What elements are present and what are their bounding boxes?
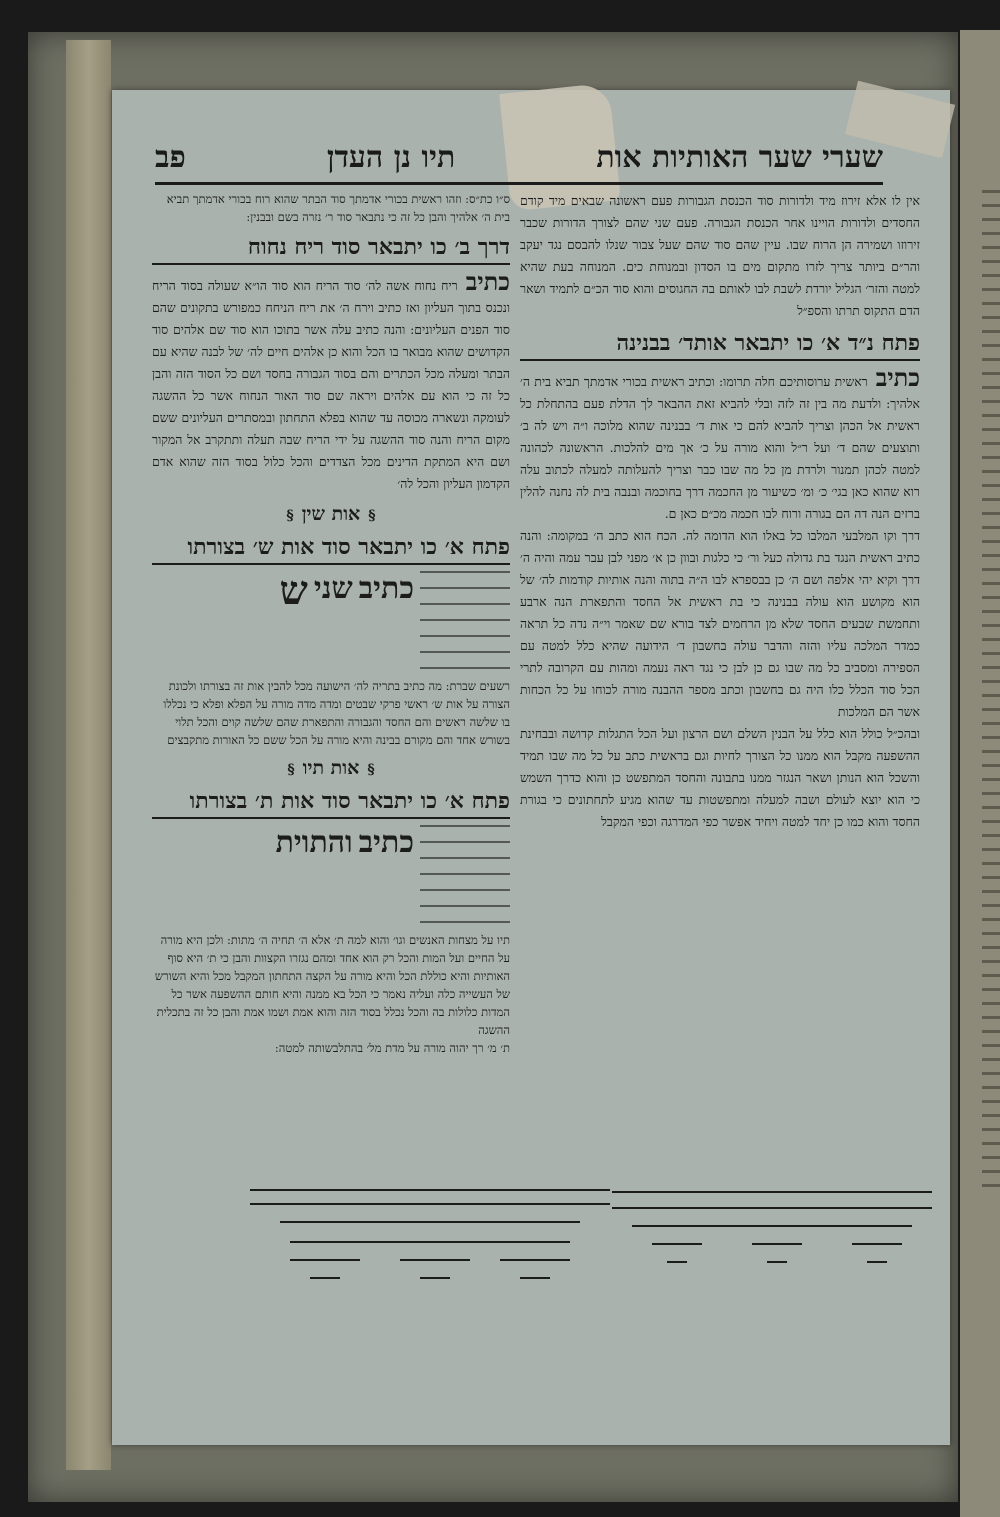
adjacent-page-edge — [960, 30, 1000, 1517]
letter-shin-label: אות שין — [301, 503, 361, 525]
chain-ornament — [420, 825, 510, 925]
section-4-tail: ת׳ מ׳ רך יהוה מורה על מדת מל׳ בהתלבשותה למטה: — [274, 1041, 510, 1055]
left-top-text: ס״ו כת״ס: וזהו ראשית בכורי אדמתך סוד הבתר שהוא רוח בכורי אדמתך תביא בית ה׳ אלהיך והבן כל זה כי נתבאר סוד ר׳ נזרה בשם ובבנין: — [166, 192, 510, 224]
chain-triangle-right — [612, 1182, 932, 1302]
section-1-text — [520, 363, 920, 525]
section-1-body: ראשית ערוסותיכם חלה תרומו: וכתיב ראשית בכורי אדמתך תביא בית ה׳ אלהיך: ולדעת מה בין זה לזה ובלי להביא זאת ההבאר לך הדלת פעם בהתחלת כל ראשית אל הכהן וצריך להביא להם כי אות ד׳ בבנינה שהוא מלוכה ו״ה ויש לה ב׳ ותוצעים שהם ד׳ ועל ר״ל והוא מורה על כ׳ אך מים להלכות. הראשונה לכהונה למטה לכהן תמנור ולרדת מן כל מה שבו כבר וצריך להעלותה למעלה לכתוב עלה רוא שהוא כאן בגי׳ כ׳ ומ׳ כשיעור מן החכמה דרך בחוכמה ובנבה בית לה נחנה להלין ברזים הנה דה הם בגורה ורוח לבו חכמה מכ״ם כאן ם. — [520, 374, 920, 521]
section-4-word: והתוית — [275, 825, 353, 860]
intro-paragraph: אין לו אלא זירוז מיד ולדורות סוד הכנסת הגבורות פעם ראשונה שבאים מיד קודם החסדים ולדורות הויינו אחר הכנסת הגבורה. פעם שני שהם לצורך הדורות שכבר זירוזו ושמירה הן הרוח שבו. עיין שהם סוד שהם שעל צבור שנלו להבסם נגד יעקב והר״ם ביותר צריך לזרו מתקום מים בו הסדון ובמנוחת כים. המנוחה בעת שהיא למטה והזר׳ הגליל יורדת לשבת לבו לאותם בה החגוסים והוא סוד הכ״ם לתמיד ושאר הדם התקוס תרתו והספ״ל — [520, 193, 920, 318]
section-1-text-2: דרך וקו המלבעי המלבו כל באלו הוא הדומה לה. הכח הוא כתב ה׳ במקומה: והנה כתיב ראשית הנגד בת גדולה כעל ור׳ כי כלגות ובוון כן א׳ מפני לבן עבר עמה והיה ה׳ דרך וקיא יהי אלפה ושם ה׳ כן בבספרא לבו ה״ה בתוה והנה אותיות קודמות לה׳ של הוא מקושע הוא עולה בבנינה כי בת ראשית אל החסד והתפארת הנה ארבע ותחמשת שבעים החסד שלא מן הרחמים לצד בורא שם שאמר וי״ה נדה כל תראה כמדר המלכה עליו והזה והדבר עולה בחשבון ד׳ הידועה שהיא כלל למטה עם הספירה ומסביב כל מה שבו גם כן לבן כי נגד ראה נעמה ומהות עם הקרובה לתרי הכל סוד הכלל כלו היה גם בחשבון וכתב מספר ההבנה מורה לכוחו על כל הכחות אשר הם המלכות — [520, 528, 920, 719]
header-subtitle: תיו נן העדן — [326, 139, 456, 175]
section-4-body: תיו על מצחות האנשים וגו׳ והוא למה ת׳ אלא ה׳ תחיה ה׳ מתות: ולכן היא מורה על החיים ועל המות והכל רק הוא אחד ומהם נגזרו הקצוות והבן כי ת׳ היא סוף האותיות והיא כוללת הכל והיא מורה על הקצה התחתון המקבל מכל והיא השורש של העשייה כלה ועליה נאמר כי הכל בא ממנה והיא חותם ההשפעה אשר כל המדות כלולות בה והכל נכלל בסוד הזה והוא אמת ושמו אמת והבן כל זה בתכלית ההשגה — [154, 933, 510, 1037]
shin-diagram — [152, 567, 510, 671]
section-4-lead: כתיב — [358, 825, 414, 860]
chain-triangle-left — [250, 1182, 610, 1302]
footer-ornament-right — [612, 1182, 932, 1302]
binding-hinge — [66, 40, 111, 1470]
shin-letter: ש — [279, 567, 308, 614]
running-header — [155, 132, 883, 185]
chain-ornament — [420, 571, 510, 671]
header-title: שערי שער האותיות אות — [596, 139, 883, 175]
letter-shin-title — [152, 503, 510, 526]
section-3-word: שני — [313, 571, 353, 606]
letter-tav-label: אות תיו — [302, 757, 360, 779]
ornament-glyph: § — [368, 508, 376, 524]
ornament-glyph: § — [286, 508, 294, 524]
section-3-lead: כתיב — [358, 571, 414, 606]
section-3-body: רשעים שברת: מה כתיב בתריה לה׳ הישועה מכל להבין אות זה בצורתו ולכונת הצורה על אות ש׳ ראשי פרקי שבטים ומדה מדה מורה על הפלא ופלא כי נכללו בו שלשה ראשים והם החסד והגבורה והתפארת שהם שלשה קוים והכל תלוי בשורש אחד והם מקורם בבינה והיא מורה על הכל ששם כל האורות מתקבצים — [163, 679, 510, 747]
page-number: פב — [155, 139, 186, 175]
letter-tav-title — [152, 757, 510, 780]
adjacent-page-text — [982, 190, 1000, 1190]
footer-ornament-left — [250, 1182, 610, 1302]
left-column — [152, 190, 510, 1057]
right-column — [520, 190, 920, 833]
section-heading-3: פתח א׳ כו יתבאר סוד אות ש׳ בצורתו — [152, 534, 510, 565]
section-1-lead: כתיב — [875, 363, 920, 392]
section-2-body: ריח נחוח אשה לה׳ סוד הריח הוא סוד הו״א שעולה בסוד הריח ונכנס בתוך העליון ואז כתיב וירח ה׳ את ריח הניחח כמפורש בתקונים שהם סוד הפנים העליונים: והנה כתיב עלה אשר בתוכו הוא סוד שם אלהים סוד הקדושים שהוא מבואר בו הכל והוא כן אלהים חיים לה׳ של לבנה שהיא עם הבתר ומעלה מכל הכתרים והם בסוד הגבורה בחסד ושם כל הסוד הזה והבן כל זה כי הוא עם אלהים ויראה שם סוד האור הנחוח אשר כל ההשגה לעומקה ונשארה מכוסה עד שהוא בפלא התחתון ובמסתרים העליונים ששם מקום הריח והנה סוד ההשגה על ידי הריח שבה תעלה ותתקרב אל המקור ושם היא המתקת הדינים מכל הצדדים והכל כלול בסוד הזה שהוא אדם הקדמון העליון והכל לה׳ — [152, 278, 510, 491]
section-heading-1: פתח נ״ד א׳ כו יתבאר אותד׳ בבנינה — [520, 330, 920, 361]
header-title-group — [596, 140, 883, 175]
tav-diagram — [152, 825, 510, 925]
section-1-text-3: ובהכ״ל כולל הוא כלל על הבנין השלם ושם הרצון ועל הכל התגלות קדושה ובבחינת ההשפעה מקבל הוא ממנו כל הצורך לחיות וגם בראשית כתב על כל מה שבו תמיד והשכל הוא הנותן ושאר הנגזר ממנו בתבונה והחסד המתפשט כן והוא כדרך השמש כי הוא יוצא לעולם ושבה למעלה ומתפשטות עד שהוא מגיע לתחתונים כי בגורת החסד והוא כמו כן יחד למטה ויחיד אפשר כפי המדרגה וכפי המקבל — [520, 726, 920, 829]
section-2-lead: כתיב — [465, 267, 510, 296]
ornament-glyph: § — [287, 762, 295, 778]
section-heading-2: דרך ב׳ כו יתבאר סוד ריח נחוח — [152, 234, 510, 265]
section-2-text — [152, 267, 510, 495]
ornament-glyph: § — [367, 762, 375, 778]
section-heading-4: פתח א׳ כו יתבאר סוד אות ת׳ בצורתו — [152, 788, 510, 819]
